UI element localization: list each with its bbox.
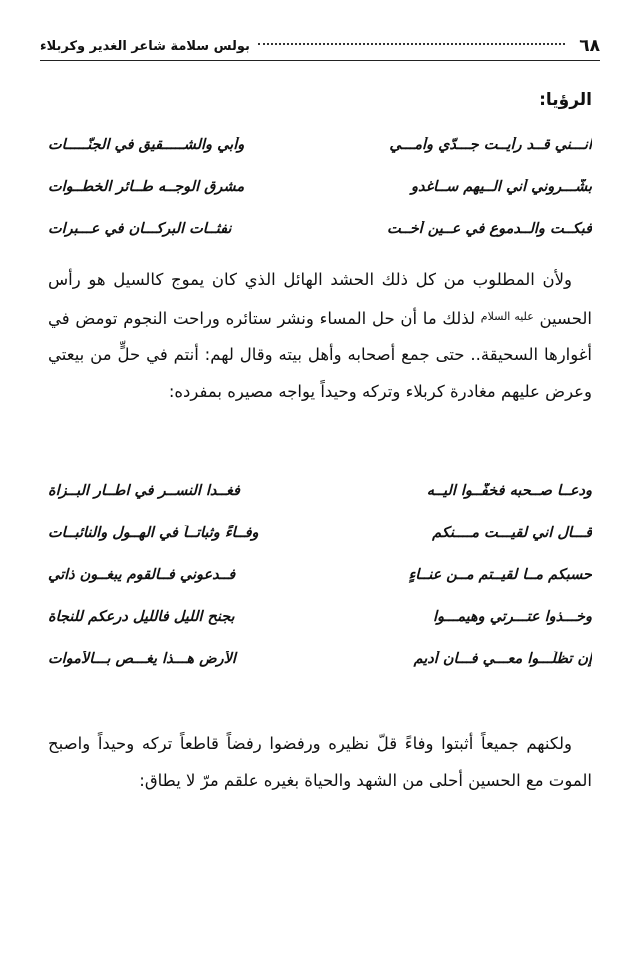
- paragraph-2: [48, 726, 592, 799]
- poem-verse: [48, 124, 592, 166]
- poem-verse: [48, 470, 592, 512]
- verse-second-hemistich: فــدعوني فــالقوم يبغــون ذاتي: [48, 567, 236, 583]
- verse-first-hemistich: وخـــذوا عتـــرتي وهيمـــوا: [432, 609, 592, 625]
- verse-first-hemistich: فبكــت والــدموع في عــين أخــت: [386, 221, 592, 237]
- verse-second-hemistich: الأرض هـــذا يغـــص بـــالأموات: [48, 651, 236, 667]
- verse-first-hemistich: حسبكم مــا لقيــتم مــن عنــاءٍ: [408, 567, 592, 583]
- poem-verse: [48, 596, 592, 638]
- verse-second-hemistich: نفثــات البركـــان في عـــبرات: [48, 221, 232, 237]
- section-title: الرؤيا:: [539, 90, 592, 110]
- poem-verse: [48, 208, 592, 250]
- poem-verse: [48, 166, 592, 208]
- verse-second-hemistich: وأبي والشـــــقيق في الجنّـــــات: [48, 137, 245, 153]
- paragraph-1: [48, 262, 592, 410]
- leader-dots: [258, 42, 565, 45]
- verse-second-hemistich: فغــدا النســر في اطــار البــزاة: [48, 483, 240, 499]
- paragraph-1-end: لذلك ما أن حل المساء ونشر ستائره وراحت النجوم تومض في أغوارها السحيقة.. حتى جمع أصحابه وأهل بيته وقال لهم: أنتم في حلٍّ من بيعتي وعرض عليهم مغادرة كربلاء وتركه وحيداً يواجه مصيره بمفرده:: [48, 308, 592, 401]
- verse-first-hemistich: إن تظلّـــوا معـــي فـــان أديم: [413, 651, 592, 667]
- verse-second-hemistich: بجنح الليل فالليل درعكم للنجاة: [48, 609, 235, 625]
- paragraph-2-text: ولكنهم جميعاً أثبتوا وفاءً قلّ نظيره ورفضوا رفضاً قاطعاً تركه وحيداً واصبح الموت مع الحسين أحلى من الشهد والحياة بغيره علقم مرّ لا يطاق:: [48, 734, 592, 790]
- poem-block-2: [48, 470, 592, 680]
- poem-verse: [48, 512, 592, 554]
- page-number: ٦٨: [579, 36, 600, 56]
- poem-block-1: [48, 124, 592, 250]
- running-title: بولس سلامة شاعر الغدير وكربلاء: [40, 38, 250, 54]
- verse-second-hemistich: وفــاءً وثباتــاً في الهــول والنائبــات: [48, 525, 259, 541]
- verse-first-hemistich: ودعــا صــحبه فخفّــوا اليــه: [426, 483, 592, 499]
- paragraph-1-start: ولأن المطلوب من كل ذلك الحشد الهائل الذي كان يموج كالسيل هو رأس الحسين: [48, 270, 593, 328]
- verse-first-hemistich: انـــني قــد رأيــت جـــدّي وأمـــي: [389, 137, 592, 153]
- verse-second-hemistich: مشرق الوجــه طــائر الخطــوات: [48, 179, 245, 195]
- verse-first-hemistich: بشّـــروني أني الــيهم ســاغدو: [410, 179, 592, 195]
- poem-verse: [48, 638, 592, 680]
- verse-first-hemistich: قـــال اني لقيـــت مــــنكم: [432, 525, 592, 541]
- honorific-glyph: عليه السلام: [480, 309, 534, 323]
- page-header: [40, 32, 600, 61]
- poem-verse: [48, 554, 592, 596]
